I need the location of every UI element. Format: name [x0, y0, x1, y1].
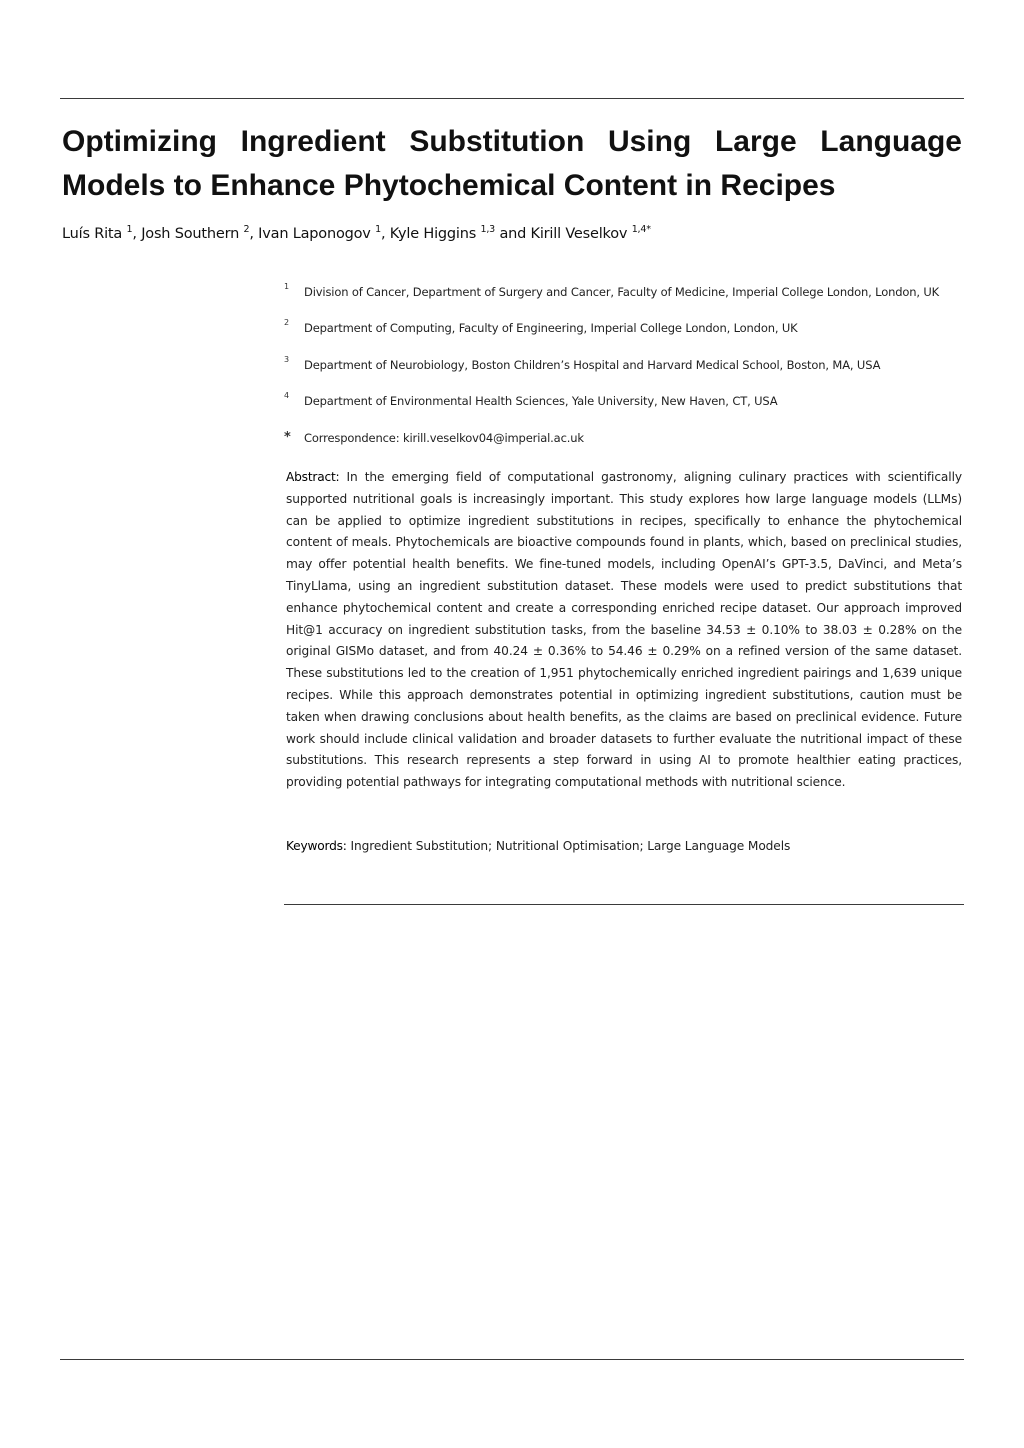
author-affiliation-mark: 1 [375, 224, 381, 235]
author-conjunction: and [495, 226, 531, 242]
keywords [286, 836, 962, 858]
affiliation-text: Division of Cancer, Department of Surgery and Cancer, Faculty of Medicine, Imperial College London, London, UK [304, 285, 940, 299]
affiliation-text: Department of Environmental Health Sciences, Yale University, New Haven, CT, USA [304, 394, 778, 408]
author-name: Luís Rita [62, 226, 123, 242]
author-separator: , [380, 226, 390, 242]
author-separator: , [132, 226, 142, 242]
author-affiliation-mark: 2 [243, 224, 250, 235]
correspondence-text: Correspondence: kirill.veselkov04@imperial.ac.uk [304, 431, 584, 445]
correspondence-mark: * [284, 430, 291, 445]
author-affiliation-mark: 1,3 [480, 224, 496, 235]
title-line-2: Models to Enhance Phytochemical Content in Recipes [62, 169, 836, 202]
author-name: Kirill Veselkov [530, 226, 628, 242]
author-separator: , [249, 226, 259, 242]
affiliation-mark: 3 [284, 355, 289, 364]
author-affiliation-mark: 1 [126, 224, 133, 235]
section-rule [284, 904, 964, 905]
affiliation-mark: 4 [284, 391, 289, 400]
bottom-rule [60, 1359, 964, 1360]
abstract [286, 467, 962, 794]
author-affiliation-mark: 1,4* [631, 224, 651, 235]
author-name: Josh Southern [141, 226, 240, 242]
paper-title [62, 120, 962, 208]
keywords-label: Keywords: [286, 839, 347, 853]
affiliation-mark: 2 [284, 318, 289, 327]
title-line-1: Optimizing Ingredient Substitution Using Large Language [62, 125, 962, 158]
keywords-text: Ingredient Substitution; Nutritional Optimisation; Large Language Models [350, 839, 791, 853]
affiliation-text: Department of Computing, Faculty of Engineering, Imperial College London, London, UK [304, 321, 798, 335]
author-name: Ivan Laponogov [258, 226, 371, 242]
abstract-text: In the emerging field of computational gastronomy, aligning culinary practices with scientifically supported nutritional goals is increasingly important. This study explores how large language models (LLMs) can be applied to optimize ingredient substitutions in recipes, specifically to enhance the phytochemical content of meals. Phytochemicals are bioactive compounds found in plants, which, based on preclinical studies, may offer potential health benefits. We fine-tuned models, including OpenAI’s GPT-3.5, DaVinci, and Meta’s TinyLlama, using an ingredient substitution dataset. These models were used to predict substitutions that enhance phytochemical content and create a corresponding enriched recipe dataset. Our approach improved Hit@1 accuracy on ingredient substitution tasks, from the baseline 34.53 ± 0.10% to 38.03 ± 0.28% on the original GISMo dataset, and from 40.24 ± 0.36% to 54.46 ± 0.29% on a refined version of the same dataset. These substitutions led to the creation of 1,951 phytochemically enriched ingredient pairings and 1,639 unique recipes. While this approach demonstrates potential in optimizing ingredient substitutions, caution must be taken when drawing conclusions about health benefits, as the claims are based on preclinical evidence. Future work should include clinical validation and broader datasets to further evaluate the nutritional impact of these substitutions. This research represents a step forward in using AI to promote healthier eating practices, providing potential pathways for integrating computational methods with nutritional science. [286, 470, 962, 790]
author-list [62, 226, 651, 242]
top-rule [60, 98, 964, 99]
abstract-label: Abstract: [286, 470, 340, 484]
affiliation-text: Department of Neurobiology, Boston Children’s Hospital and Harvard Medical School, Boston, MA, USA [304, 358, 881, 372]
affiliation-mark: 1 [284, 282, 289, 291]
author-name: Kyle Higgins [389, 226, 477, 242]
